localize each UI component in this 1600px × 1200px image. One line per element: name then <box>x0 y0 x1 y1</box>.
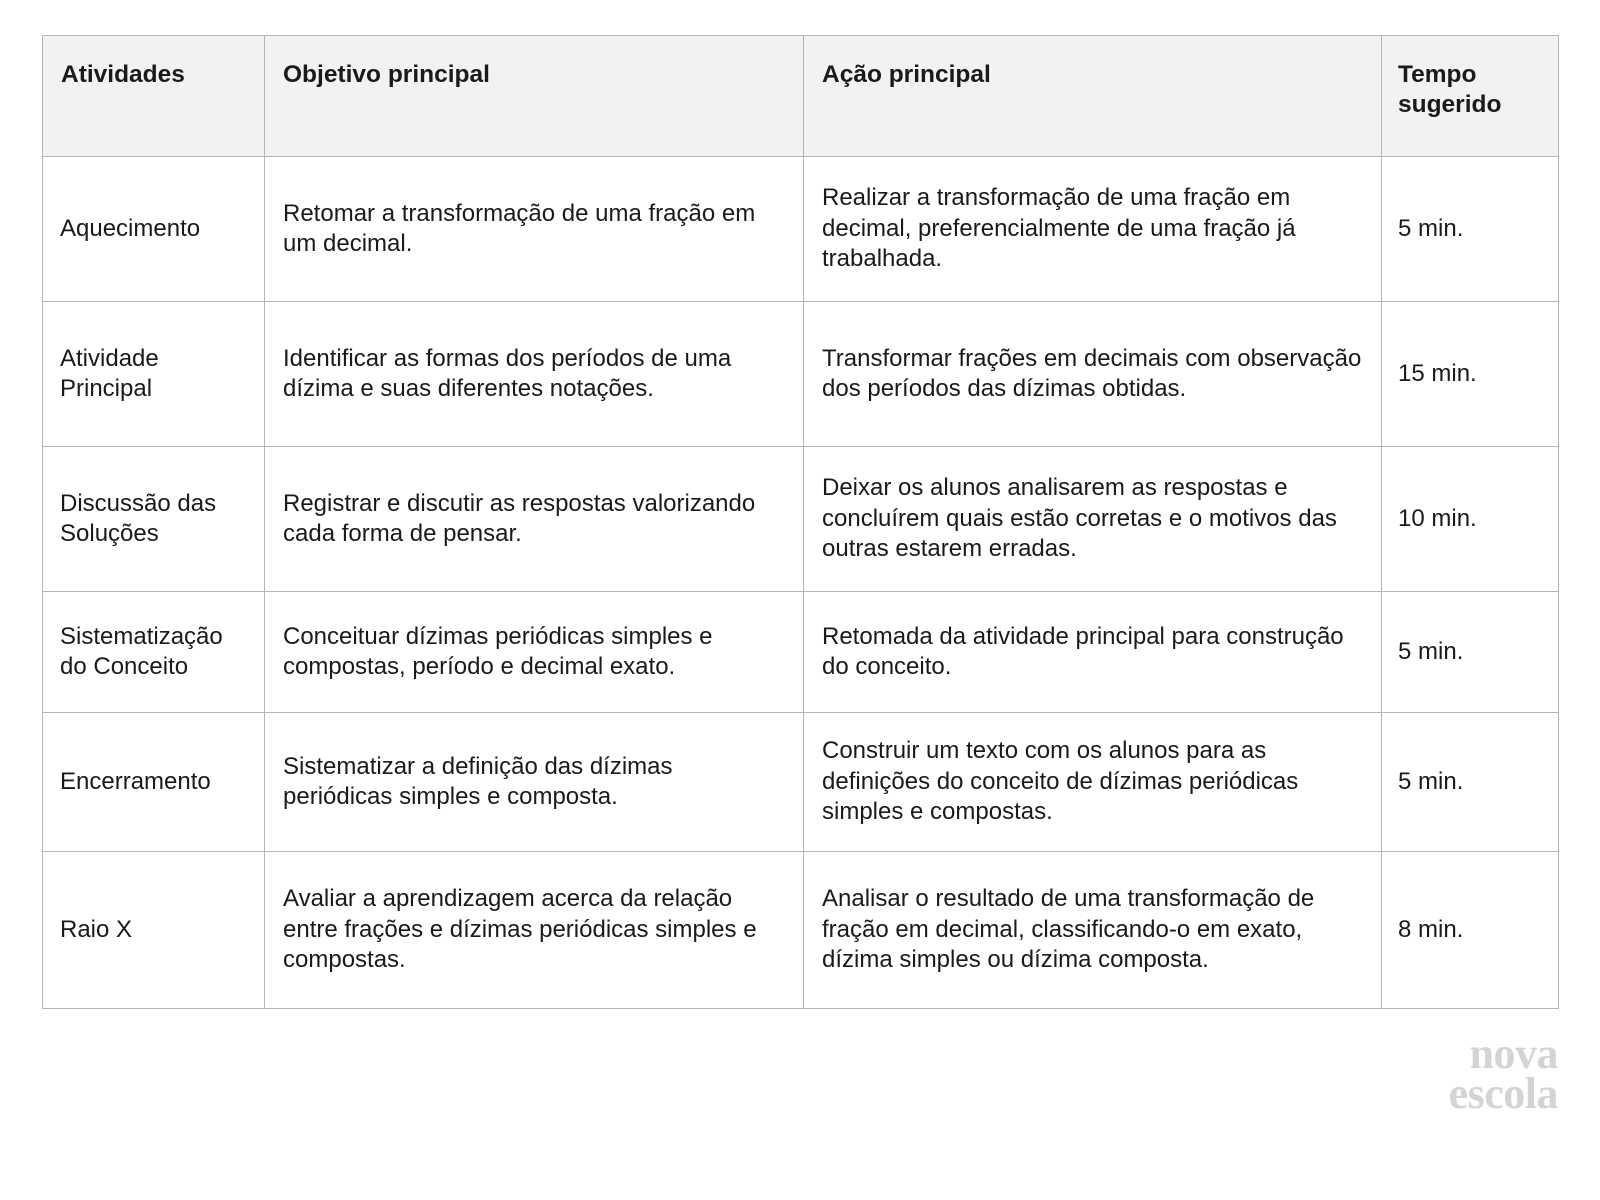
table-row <box>43 302 1559 447</box>
cell-objetivo: Conceituar dízimas periódicas simples e compostas, período e decimal exato. <box>265 592 804 713</box>
table-header <box>43 36 1559 157</box>
cell-tempo: 10 min. <box>1382 447 1559 592</box>
table-row <box>43 592 1559 713</box>
cell-acao: Transformar frações em decimais com observação dos períodos das dízimas obtidas. <box>804 302 1382 447</box>
table-body <box>43 157 1559 1009</box>
table-row <box>43 447 1559 592</box>
cell-atividade: Aquecimento <box>43 157 265 302</box>
nova-escola-logo <box>1368 1029 1558 1119</box>
logo-line-nova: nova <box>1469 1029 1558 1078</box>
lesson-plan-table <box>42 35 1559 1009</box>
table-row <box>43 852 1559 1009</box>
cell-atividade: Raio X <box>43 852 265 1009</box>
table-row <box>43 157 1559 302</box>
column-header-atividades: Atividades <box>43 36 265 157</box>
cell-atividade: Encerramento <box>43 713 265 852</box>
column-header-tempo-sugerido: Tempo sugerido <box>1382 36 1559 157</box>
cell-atividade: Atividade Principal <box>43 302 265 447</box>
cell-atividade: Sistematização do Conceito <box>43 592 265 713</box>
cell-objetivo: Retomar a transformação de uma fração em um decimal. <box>265 157 804 302</box>
cell-objetivo: Identificar as formas dos períodos de uma dízima e suas diferentes notações. <box>265 302 804 447</box>
cell-acao: Deixar os alunos analisarem as respostas e concluírem quais estão corretas e o motivos das outras estarem erradas. <box>804 447 1382 592</box>
cell-acao: Retomada da atividade principal para construção do conceito. <box>804 592 1382 713</box>
cell-acao: Construir um texto com os alunos para as definições do conceito de dízimas periódicas simples e compostas. <box>804 713 1382 852</box>
table-header-row <box>43 36 1559 157</box>
cell-tempo: 5 min. <box>1382 592 1559 713</box>
cell-objetivo: Sistematizar a definição das dízimas periódicas simples e composta. <box>265 713 804 852</box>
table-row <box>43 713 1559 852</box>
column-header-objetivo-principal: Objetivo principal <box>265 36 804 157</box>
cell-tempo: 8 min. <box>1382 852 1559 1009</box>
cell-tempo: 5 min. <box>1382 157 1559 302</box>
cell-tempo: 5 min. <box>1382 713 1559 852</box>
cell-objetivo: Registrar e discutir as respostas valorizando cada forma de pensar. <box>265 447 804 592</box>
cell-atividade: Discussão das Soluções <box>43 447 265 592</box>
column-header-acao-principal: Ação principal <box>804 36 1382 157</box>
logo-line-escola: escola <box>1448 1069 1558 1119</box>
cell-objetivo: Avaliar a aprendizagem acerca da relação entre frações e dízimas periódicas simples e compostas. <box>265 852 804 1009</box>
cell-acao: Realizar a transformação de uma fração em decimal, preferencialmente de uma fração já trabalhada. <box>804 157 1382 302</box>
cell-acao: Analisar o resultado de uma transformação de fração em decimal, classificando-o em exato, dízima simples ou dízima composta. <box>804 852 1382 1009</box>
cell-tempo: 15 min. <box>1382 302 1559 447</box>
